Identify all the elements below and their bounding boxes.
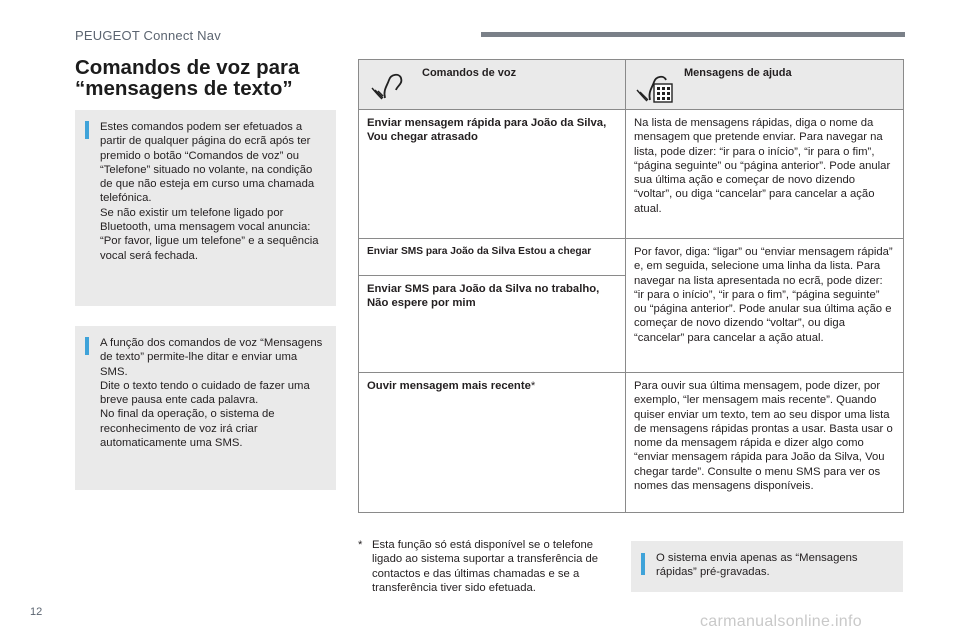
note-paragraph: Se não existir um telefone ligado por Bluetooth, uma mensagem vocal anuncia: “Por favor, ligue um telefone” e a sequência vocal será fechada. bbox=[100, 206, 319, 262]
voice-help-icon bbox=[636, 70, 676, 110]
footnote-mark: * bbox=[358, 539, 363, 551]
column-header-help bbox=[626, 60, 904, 110]
note-paragraph: Estes comandos podem ser efetuados a partir de qualquer página do ecrã após ter premido o botão “Comandos de voz” ou “Telefone” situado no volante, na condição de que não esteja em curso uma chamada telefónica. bbox=[100, 121, 315, 205]
footnote bbox=[358, 538, 620, 595]
help-cell: Por favor, diga: “ligar” ou “enviar mensagem rápida” e, em seguida, selecione uma linha da lista. Para navegar na lista apresentada no ecrã, pode dizer: “ir para o início”, “ir para o fim”, “página seguinte” ou “página anterior”. Pode anular sua última ação e começar de novo dizendo “voltar”, ou diga “cancelar” para cancelar a ação atual. bbox=[626, 239, 904, 373]
command-text: Enviar SMS para João da Silva no trabalho, Não espere por mim bbox=[367, 283, 600, 310]
info-note-voice-commands bbox=[75, 110, 336, 306]
table-row bbox=[359, 373, 904, 513]
voice-command-icon bbox=[369, 70, 405, 106]
info-marker-icon bbox=[85, 121, 89, 139]
section-title-line1: Comandos de voz para bbox=[75, 56, 300, 79]
footnote-mark: * bbox=[530, 380, 536, 392]
info-marker-icon bbox=[85, 337, 89, 355]
section-title bbox=[75, 57, 345, 99]
note-paragraph: A função dos comandos de voz “Mensagens de texto” permite-lhe ditar e enviar uma SMS. bbox=[100, 337, 323, 378]
section-title-line2: “mensagens de texto” bbox=[75, 77, 293, 100]
command-text: Enviar SMS para João da Silva Estou a chegar bbox=[359, 239, 625, 276]
table-header-row bbox=[359, 60, 904, 110]
note-paragraph: No final da operação, o sistema de reconhecimento de voz irá criar automaticamente uma SMS. bbox=[100, 408, 275, 450]
column-header-label: Mensagens de ajuda bbox=[684, 67, 792, 79]
command-cell: Enviar mensagem rápida para João da Silva, Vou chegar atrasado bbox=[359, 110, 626, 239]
help-cell: Na lista de mensagens rápidas, diga o nome da mensagem que pretende enviar. Para navegar na lista, pode dizer: “ir para o início”, “ir para o fim”, “página seguinte” ou “página anterior”. Pode anular sua última ação e começar de novo dizendo “voltar”, ou diga “cancelar” para cancelar a ação atual. bbox=[626, 110, 904, 239]
info-marker-icon bbox=[641, 553, 645, 575]
info-note-quick-messages bbox=[631, 541, 903, 592]
header-bar bbox=[481, 32, 905, 37]
command-text: Ouvir mensagem mais recente bbox=[367, 380, 531, 392]
column-header-label: Comandos de voz bbox=[422, 67, 517, 79]
page-number: 12 bbox=[30, 606, 43, 618]
table-row bbox=[359, 110, 904, 239]
voice-commands-table bbox=[358, 59, 904, 513]
info-note-text-messages bbox=[75, 326, 336, 490]
command-cell bbox=[359, 373, 626, 513]
watermark: carmanualsonline.info bbox=[700, 613, 862, 630]
column-header-commands bbox=[359, 60, 626, 110]
note-paragraph: Dite o texto tendo o cuidado de fazer uma breve pausa ente cada palavra. bbox=[100, 379, 310, 407]
table-row bbox=[359, 239, 904, 373]
command-cell bbox=[359, 239, 626, 373]
help-cell: Para ouvir sua última mensagem, pode dizer, por exemplo, “ler mensagem mais recente”. Quando quiser enviar um texto, tem ao seu dispor uma lista de mensagens rápidas prontas a usar. Basta usar o nome da mensagem rápida e dizer algo como “enviar mensagem rápida para João da Silva, Vou chegar tarde”. Consulte o menu SMS para ver os nomes das mensagens disponíveis. bbox=[626, 373, 904, 513]
footnote-text: Esta função só está disponível se o telefone ligado ao sistema suportar a transferência de contactos e das últimas chamadas e se a transferência tiver sido efetuada. bbox=[372, 539, 599, 594]
note-paragraph: O sistema envia apenas as “Mensagens rápidas” pré-gravadas. bbox=[656, 552, 858, 579]
header-title: PEUGEOT Connect Nav bbox=[75, 28, 221, 43]
